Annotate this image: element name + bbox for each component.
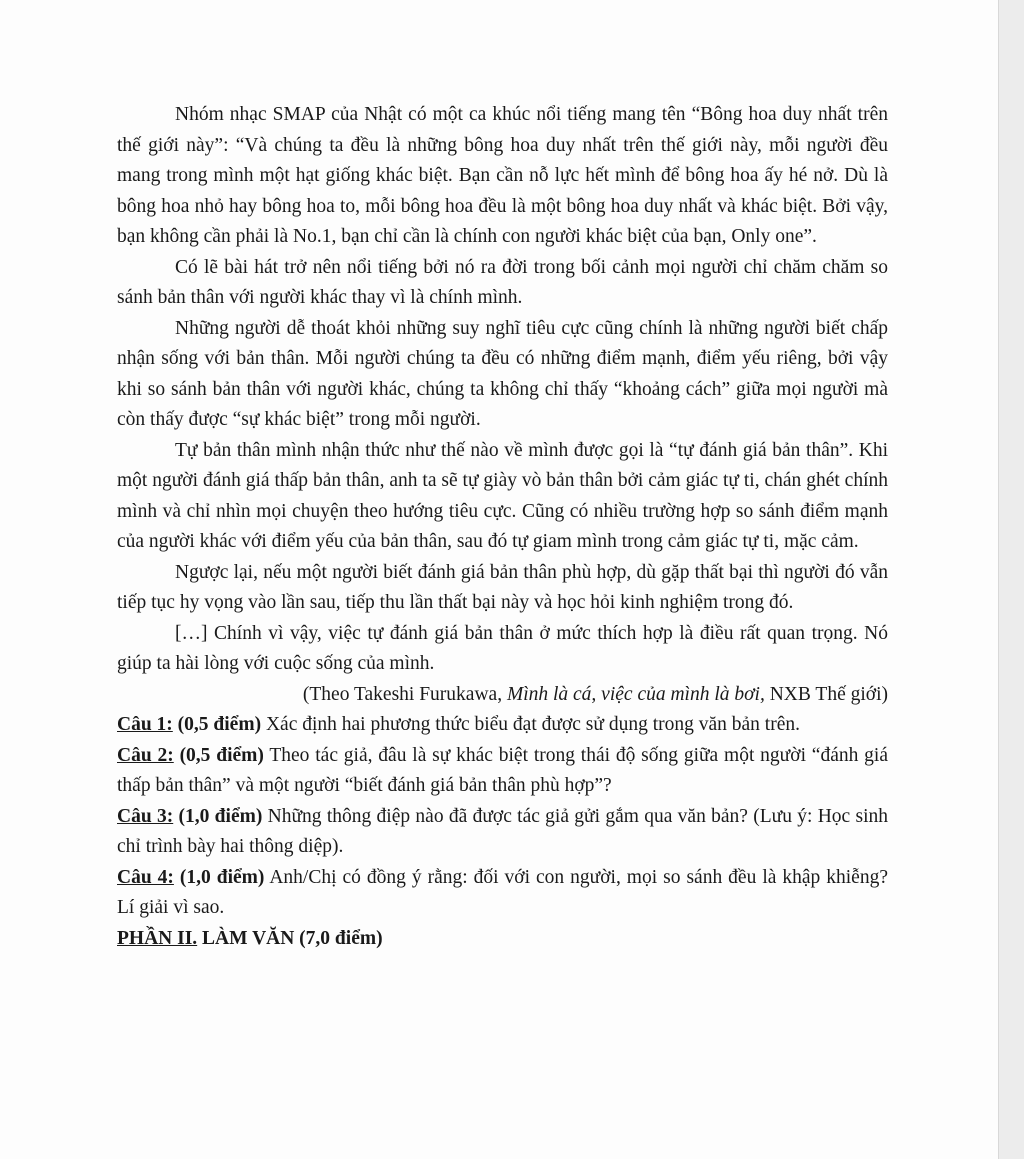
question-label: Câu 2: — [117, 744, 174, 766]
passage-paragraph-1: Nhóm nhạc SMAP của Nhật có một ca khúc nổi tiếng mang tên “Bông hoa duy nhất trên thế giới này”: “Và chúng ta đều là những bông hoa duy nhất trên thế giới này, mỗi người đều mang trong mình một hạt giống khác biệt. Bạn cần nỗ lực hết mình để bông hoa ấy hé nở. Dù là bông hoa nhỏ hay bông hoa to, mỗi bông hoa đều là một bông hoa duy nhất và khác biệt. Bởi vậy, bạn không cần phải là No.1, bạn chỉ cần là chính con người khác biệt của bạn, Only one”. — [117, 104, 888, 247]
section-part-label: PHẦN II. — [117, 927, 198, 949]
source-citation — [117, 680, 888, 711]
passage-paragraph-5: Ngược lại, nếu một người biết đánh giá bản thân phù hợp, dù gặp thất bại thì người đó vẫn tiếp tục hy vọng vào lần sau, tiếp thu lần thất bại này và học hỏi kinh nghiệm trong đó. — [117, 561, 888, 613]
question-text: Anh/Chị có đồng ý rằng: đối với con người, mọi so sánh đều là khập khiễng? Lí giải vì sao. — [117, 866, 888, 918]
question-text: Những thông điệp nào đã được tác giả gửi gắm qua văn bản? (Lưu ý: Học sinh chỉ trình bày hai thông diệp). — [117, 805, 888, 857]
question-label: Câu 3: — [117, 805, 174, 827]
source-prefix: (Theo Takeshi Furukawa, — [302, 683, 507, 705]
question-label: Câu 1: — [117, 714, 173, 735]
question-points: (0,5 điểm) — [172, 714, 262, 735]
passage-paragraph-2: Có lẽ bài hát trở nên nổi tiếng bởi nó ra đời trong bối cảnh mọi người chỉ chăm chăm so sánh bản thân với người khác thay vì là chính mình. — [117, 256, 888, 308]
question-text: Theo tác giả, đâu là sự khác biệt trong thái độ sống giữa một người “đánh giá thấp bản thân” và một người “biết đánh giá bản thân phù hợp”? — [117, 744, 888, 796]
source-book-title: Mình là cá, việc của mình là bơi, — [506, 683, 765, 705]
question-points: (0,5 điểm) — [173, 744, 264, 766]
question-1 — [117, 710, 888, 741]
section-heading — [117, 924, 888, 955]
question-2 — [117, 741, 888, 802]
passage-paragraph-6: […] Chính vì vậy, việc tự đánh giá bản thân ở mức thích hợp là điều rất quan trọng. Nó giúp ta hài lòng với cuộc sống của mình. — [117, 622, 888, 674]
section-title-text: LÀM VĂN (7,0 điểm) — [197, 927, 383, 949]
passage-paragraph-4: Tự bản thân mình nhận thức như thế nào về mình được gọi là “tự đánh giá bản thân”. Khi một người đánh giá thấp bản thân, anh ta sẽ tự giày vò bản thân bởi cảm giác tự ti, chán ghét chính mình và chỉ nhìn mọi chuyện theo hướng tiêu cực. Cũng có nhiều trường hợp so sánh điểm mạnh của người khác với điểm yếu của bản thân, sau đó tự giam mình trong cảm giác tự ti, mặc cảm. — [117, 439, 888, 552]
question-points: (1,0 điểm) — [173, 866, 265, 888]
question-text: Xác định hai phương thức biểu đạt được sử dụng trong văn bản trên. — [261, 714, 800, 735]
question-points: (1,0 điểm) — [173, 805, 263, 827]
passage-paragraph-3: Những người dễ thoát khỏi những suy nghĩ tiêu cực cũng chính là những người biết chấp nhận sống với bản thân. Mỗi người chúng ta đều có những điểm mạnh, điểm yếu riêng, bởi vậy khi so sánh bản thân với người khác, chúng ta không chỉ thấy “khoảng cách” giữa mọi người mà còn thấy được “sự khác biệt” trong mỗi người. — [117, 317, 888, 430]
question-label: Câu 4: — [117, 866, 174, 888]
question-3 — [117, 802, 888, 863]
question-4 — [117, 863, 888, 924]
source-suffix: NXB Thế giới) — [764, 683, 888, 705]
page-edge — [998, 0, 1024, 1159]
